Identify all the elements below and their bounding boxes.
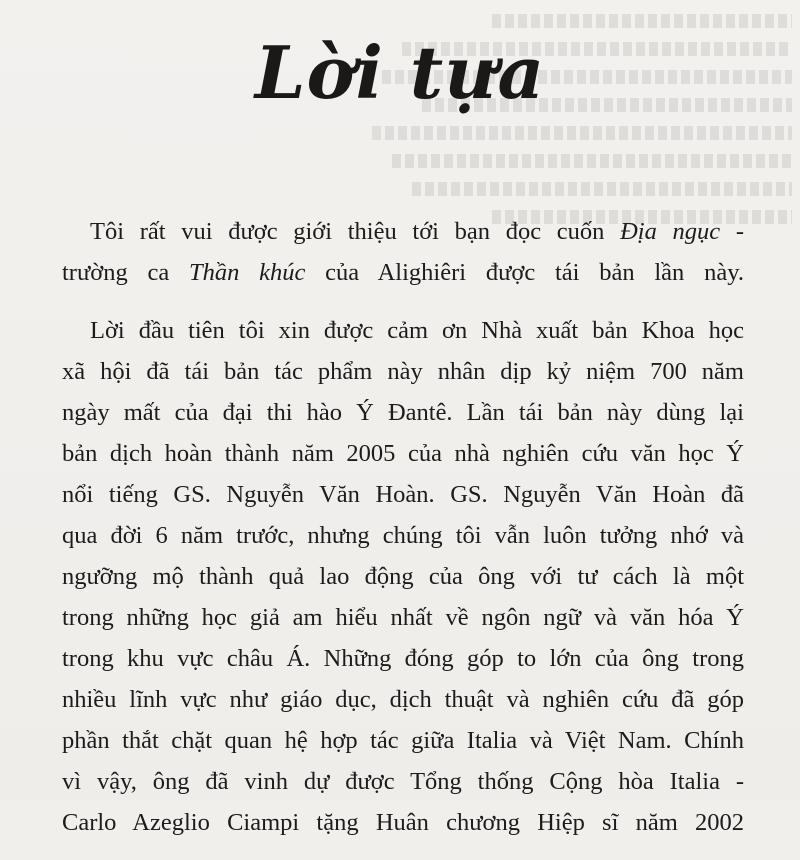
text-line <box>62 556 744 597</box>
text-run: Lời đầu tiên tôi xin được cảm ơn Nhà xuất bản Khoa học <box>90 317 744 344</box>
text-line <box>62 433 744 474</box>
text-line <box>62 638 744 679</box>
text-line <box>62 761 744 802</box>
text-run: bản dịch hoàn thành năm 2005 của nhà nghiên cứu văn học Ý <box>62 440 744 467</box>
text-line <box>62 252 744 293</box>
italic-title: Thần khúc <box>189 259 306 286</box>
italic-title: Địa ngục <box>620 218 721 245</box>
text-line <box>62 679 744 720</box>
text-line <box>62 720 744 761</box>
text-line <box>62 351 744 392</box>
text-run: của Alighiêri được tái bản lần này. <box>305 259 744 286</box>
text-run: phần thắt chặt quan hệ hợp tác giữa Italia và Việt Nam. Chính <box>62 727 744 754</box>
page-title: Lời tựa <box>254 30 546 115</box>
text-run: - <box>720 218 744 245</box>
text-line <box>62 392 744 433</box>
text-run: trong khu vực châu Á. Những đóng góp to lớn của ông trong <box>62 645 744 672</box>
text-run: trong những học giả am hiểu nhất về ngôn ngữ và văn hóa Ý <box>62 604 744 631</box>
text-line <box>62 211 744 252</box>
text-run: vì vậy, ông đã vinh dự được Tổng thống Cộng hòa Italia - <box>62 768 744 795</box>
text-run: nổi tiếng GS. Nguyễn Văn Hoàn. GS. Nguyễn Văn Hoàn đã <box>62 481 744 508</box>
text-line <box>62 474 744 515</box>
text-line <box>62 515 744 556</box>
text-run: qua đời 6 năm trước, nhưng chúng tôi vẫn luôn tưởng nhớ và <box>62 522 744 549</box>
text-run: ngày mất của đại thi hào Ý Đantê. Lần tái bản này dùng lại <box>62 399 744 426</box>
paragraph <box>62 211 744 293</box>
text-line <box>62 310 744 351</box>
text-run: xã hội đã tái bản tác phẩm này nhân dịp kỷ niệm 700 năm <box>62 358 744 385</box>
text-run: trường ca <box>62 259 189 286</box>
text-line <box>62 597 744 638</box>
paragraph <box>62 310 744 843</box>
preface-body <box>62 211 744 860</box>
text-run: Carlo Azeglio Ciampi tặng Huân chương Hiệp sĩ năm 2002 <box>62 809 744 836</box>
text-line <box>62 802 744 843</box>
text-run: nhiều lĩnh vực như giáo dục, dịch thuật và nghiên cứu đã góp <box>62 686 744 713</box>
text-run: ngưỡng mộ thành quả lao động của ông với tư cách là một <box>62 563 744 590</box>
text-run: Tôi rất vui được giới thiệu tới bạn đọc cuốn <box>90 218 621 245</box>
